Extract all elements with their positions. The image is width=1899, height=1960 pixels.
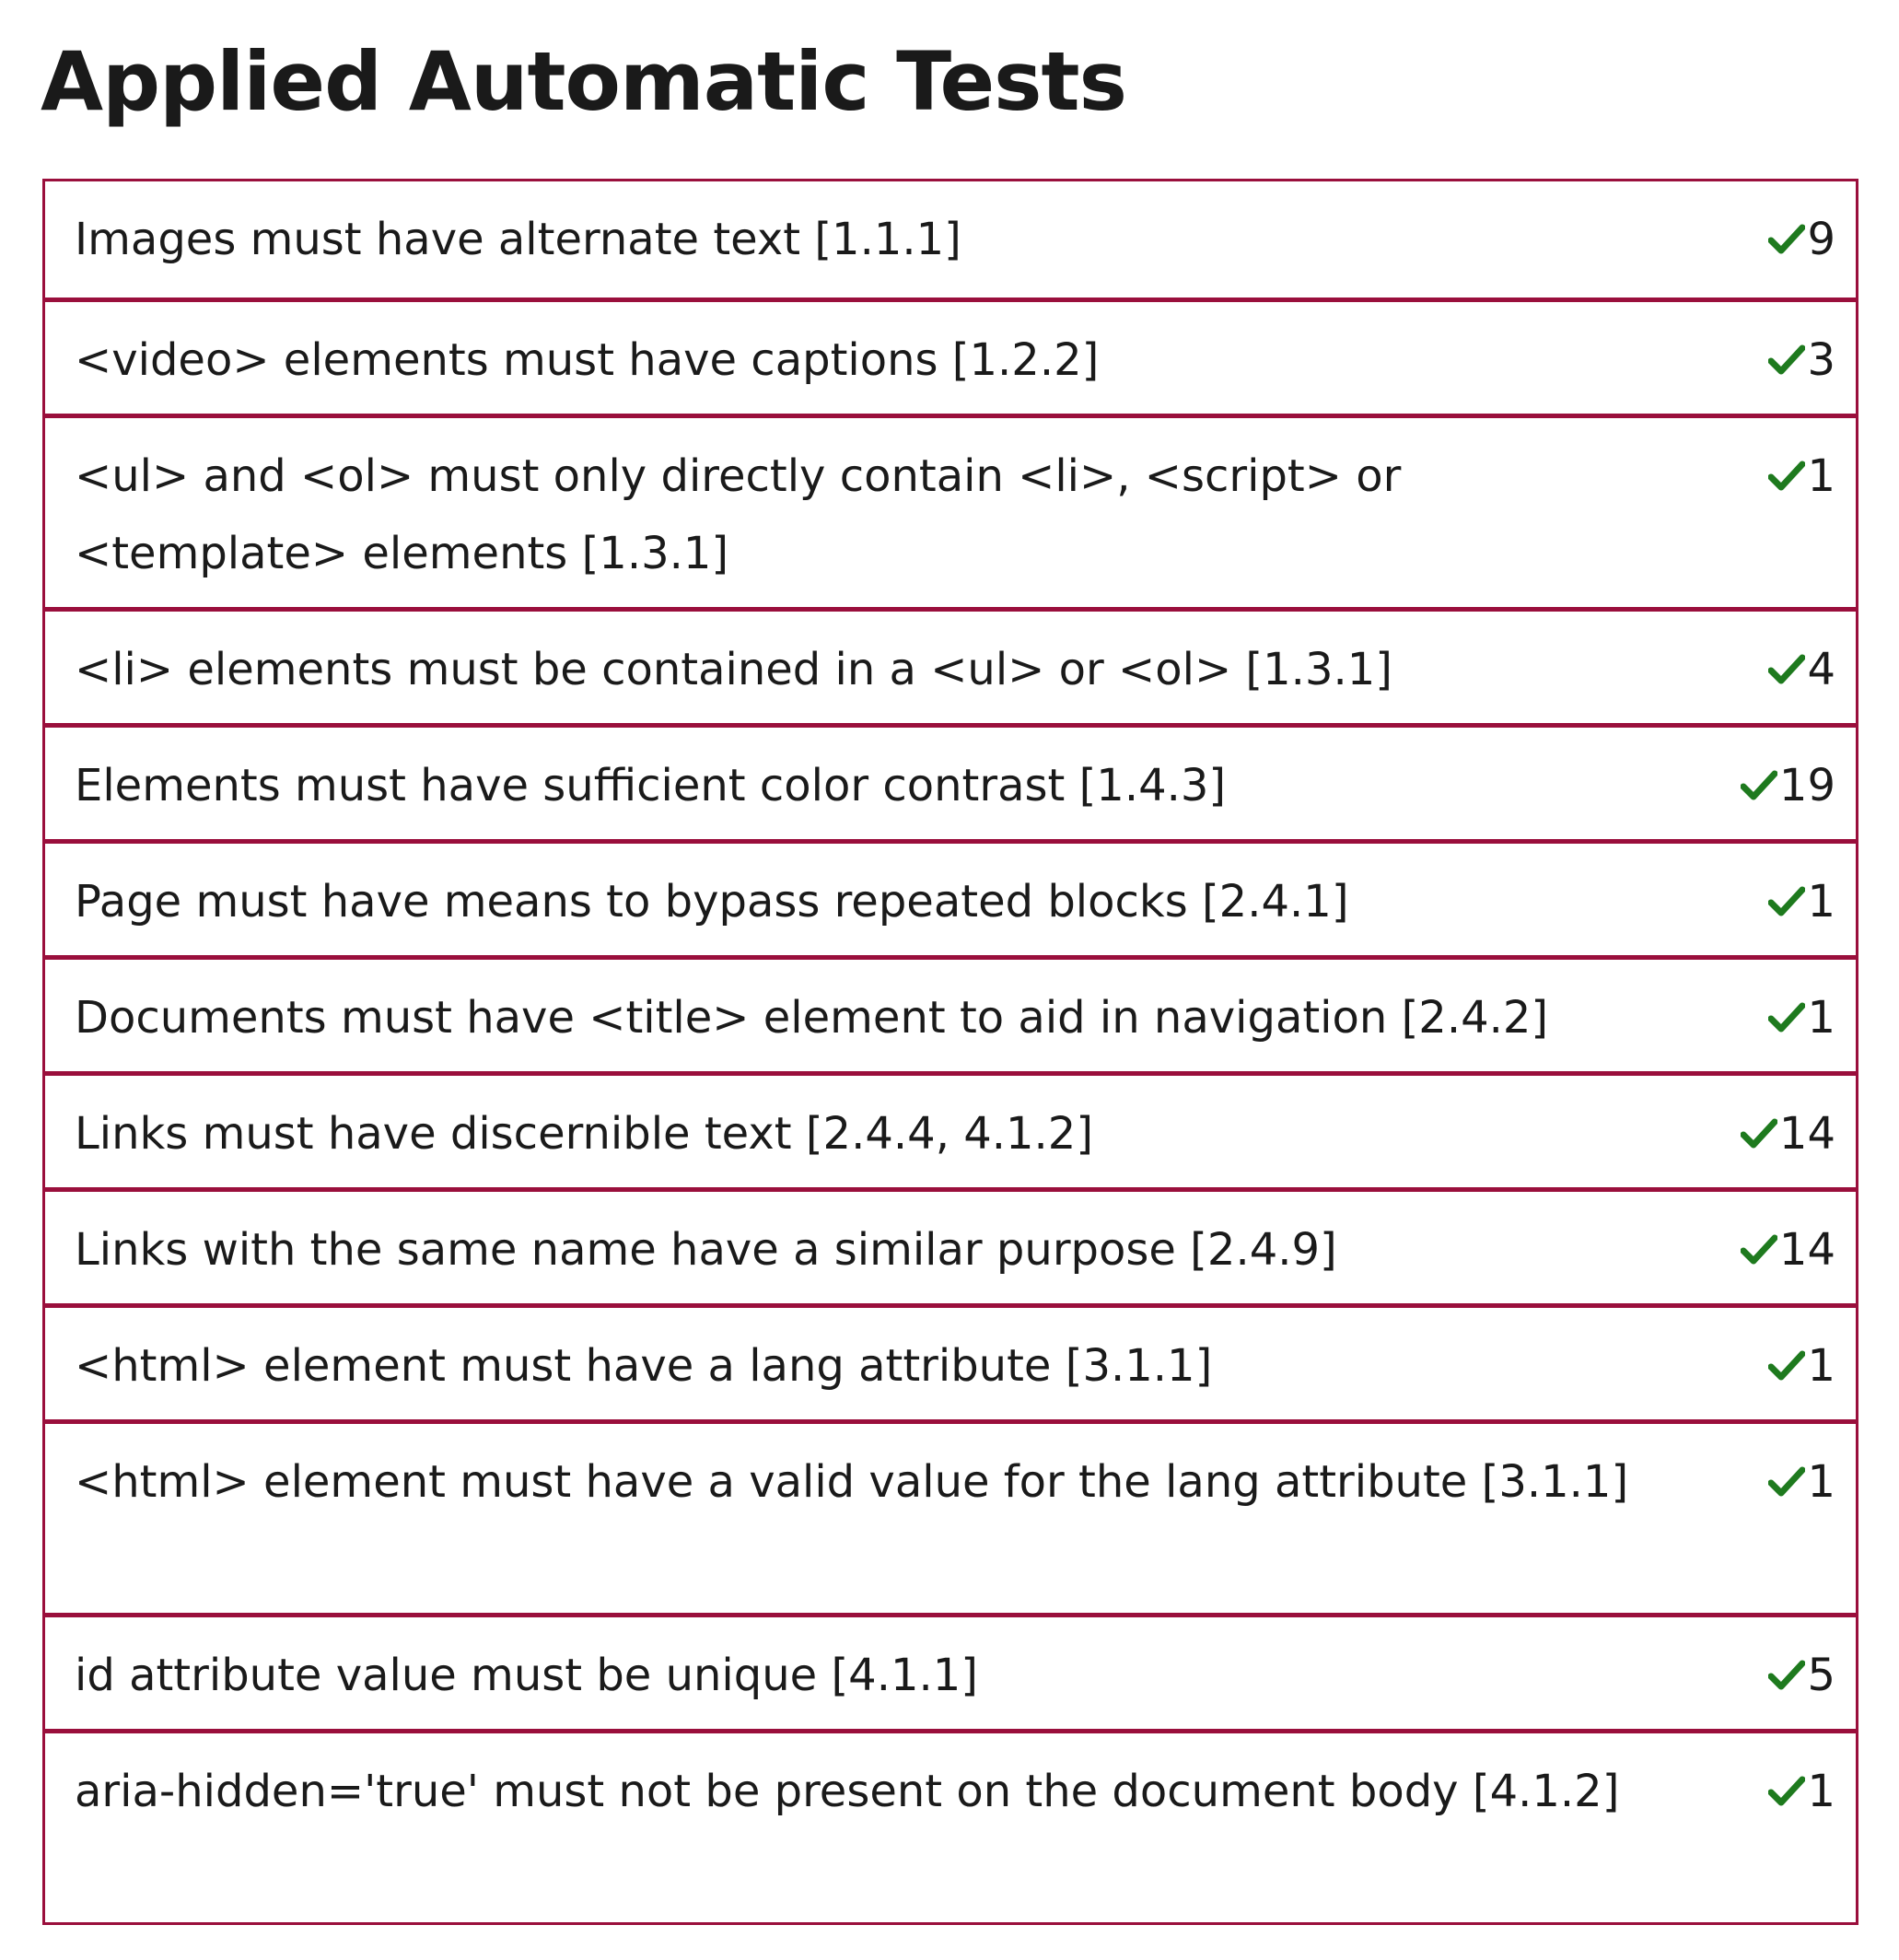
test-result (1741, 1211, 1835, 1289)
check-icon (1768, 223, 1805, 256)
test-result (1741, 747, 1835, 824)
check-icon (1741, 1117, 1777, 1150)
test-label: aria-hidden='true' must not be present on the document body [4.1.2] (75, 1766, 1620, 1817)
check-icon (1741, 1233, 1777, 1266)
test-count: 1 (1807, 1766, 1835, 1817)
test-row (45, 414, 1856, 607)
test-count: 1 (1807, 876, 1835, 928)
test-row (45, 839, 1856, 955)
test-row (45, 1303, 1856, 1419)
check-icon (1768, 1465, 1805, 1499)
test-row (45, 1419, 1856, 1613)
test-result (1768, 863, 1835, 940)
test-count: 5 (1807, 1650, 1835, 1701)
page-title: Applied Automatic Tests (41, 34, 1126, 129)
test-result (1768, 1753, 1835, 1830)
check-icon (1768, 1349, 1805, 1382)
test-row (45, 1187, 1856, 1303)
test-row (45, 1071, 1856, 1187)
check-icon (1768, 1659, 1805, 1692)
test-label: Page must have means to bypass repeated blocks [2.4.1] (75, 876, 1349, 928)
test-count: 14 (1778, 1224, 1835, 1276)
test-row (45, 723, 1856, 839)
test-count: 19 (1778, 760, 1835, 811)
tests-table (42, 179, 1858, 1925)
test-count: 9 (1807, 214, 1835, 265)
test-label: <li> elements must be contained in a <ul> or <ol> [1.3.1] (75, 644, 1392, 695)
test-result (1768, 1327, 1835, 1405)
test-label: <video> elements must have captions [1.2.2] (75, 334, 1100, 386)
test-label: Elements must have sufficient color contrast [1.4.3] (75, 760, 1227, 811)
test-label: Images must have alternate text [1.1.1] (75, 214, 961, 265)
test-row (45, 181, 1856, 298)
check-icon (1768, 1001, 1805, 1034)
test-result (1768, 1443, 1835, 1521)
test-label: Links must have discernible text [2.4.4, 4.1.2] (75, 1108, 1094, 1160)
test-result (1768, 201, 1835, 278)
test-row (45, 607, 1856, 723)
test-result (1768, 321, 1835, 399)
check-icon (1768, 885, 1805, 918)
test-row (45, 1613, 1856, 1729)
check-icon (1741, 769, 1777, 802)
test-result (1768, 979, 1835, 1056)
test-label: <html> element must have a lang attribute [3.1.1] (75, 1340, 1213, 1392)
test-label: <html> element must have a valid value for the lang attribute [3.1.1] (75, 1456, 1629, 1508)
test-count: 1 (1807, 1340, 1835, 1392)
test-row (45, 298, 1856, 414)
check-icon (1768, 1775, 1805, 1808)
test-count: 3 (1807, 334, 1835, 386)
test-result (1768, 1637, 1835, 1714)
test-result (1768, 438, 1835, 515)
test-row (45, 955, 1856, 1071)
check-icon (1768, 344, 1805, 377)
test-count: 1 (1807, 992, 1835, 1044)
test-count: 14 (1778, 1108, 1835, 1160)
test-row (45, 1729, 1856, 1922)
test-result (1741, 1095, 1835, 1172)
test-label: Documents must have <title> element to aid in navigation [2.4.2] (75, 992, 1549, 1044)
test-count: 4 (1807, 644, 1835, 695)
check-icon (1768, 460, 1805, 493)
test-label: Links with the same name have a similar purpose [2.4.9] (75, 1224, 1337, 1276)
test-label: id attribute value must be unique [4.1.1] (75, 1650, 979, 1701)
test-count: 1 (1807, 450, 1835, 502)
test-result (1768, 631, 1835, 708)
test-count: 1 (1807, 1456, 1835, 1508)
test-label: <ul> and <ol> must only directly contain <li>, <script> or <template> elements [1.3.1] (75, 450, 1402, 579)
check-icon (1768, 653, 1805, 686)
